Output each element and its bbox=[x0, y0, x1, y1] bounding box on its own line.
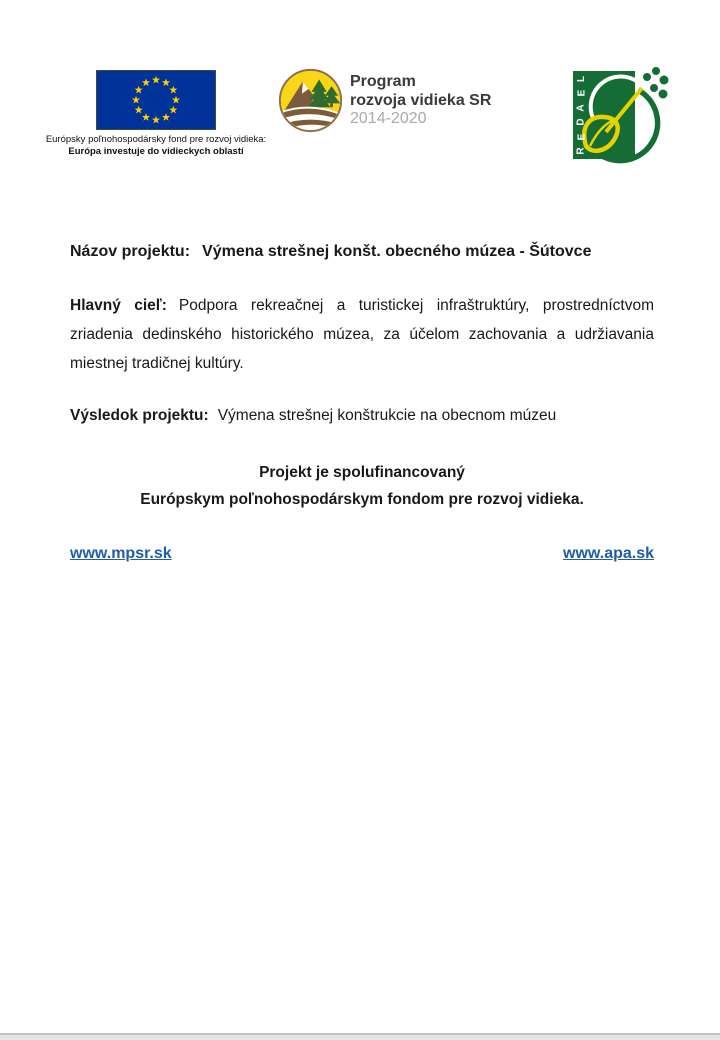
prv-title-line1: Program bbox=[350, 73, 416, 90]
cofinancing-line1: Projekt je spolufinancovaný bbox=[259, 464, 465, 481]
leader-logo-block bbox=[568, 60, 673, 165]
project-name-label: Názov projektu: bbox=[70, 243, 191, 260]
leader-letter: R bbox=[575, 147, 587, 155]
eu-fund-caption bbox=[33, 134, 279, 157]
leader-letter: D bbox=[575, 118, 587, 126]
prv-period: 2014-2020 bbox=[350, 110, 427, 127]
cofinancing-line2: Európskym poľnohospodárskym fondom pre rozvoj vidieka. bbox=[140, 491, 584, 508]
links-row bbox=[70, 545, 654, 563]
prv-landscape-icon bbox=[277, 67, 344, 134]
main-goal-label: Hlavný cieľ: bbox=[70, 297, 167, 314]
eu-fund-logo-block bbox=[33, 70, 279, 157]
cofinancing-note bbox=[70, 459, 654, 513]
eu-fund-caption-line1: Európsky poľnohospodársky fond pre rozvoj vidieka: bbox=[45, 134, 267, 145]
prv-title-line2: rozvoja vidieka SR bbox=[350, 91, 492, 109]
eu-flag-icon bbox=[96, 70, 216, 130]
eu-fund-caption-line2: Európa investuje do vidieckych oblastí bbox=[68, 145, 244, 157]
project-name-value: Výmena strešnej konšt. obecného múzea - Šútovce bbox=[202, 243, 592, 260]
project-name-line bbox=[70, 243, 654, 261]
project-result-value: Výmena strešnej konštrukcie na obecnom múzeu bbox=[217, 407, 557, 424]
main-goal-value: Podpora rekreačnej a turistickej infraštruktúry, prostredníctvom zriadenia dedinského historického múzea, za účelom zachovania a udržiavania miestnej tradičnej kultúry. bbox=[70, 297, 654, 372]
leader-letter: E bbox=[575, 90, 587, 97]
project-result-label: Výsledok projektu: bbox=[70, 407, 209, 424]
leader-letter: A bbox=[575, 104, 587, 112]
leader-letter: E bbox=[575, 133, 587, 140]
mpsr-link[interactable]: www.mpsr.sk bbox=[70, 545, 172, 562]
main-goal-paragraph bbox=[70, 291, 654, 378]
leader-wordmark bbox=[574, 74, 590, 156]
leader-letter: L bbox=[575, 75, 587, 83]
project-result-line bbox=[70, 407, 654, 425]
page-bottom-edge bbox=[0, 1033, 720, 1040]
prv-logo-text bbox=[350, 73, 491, 129]
apa-link[interactable]: www.apa.sk bbox=[563, 545, 654, 562]
